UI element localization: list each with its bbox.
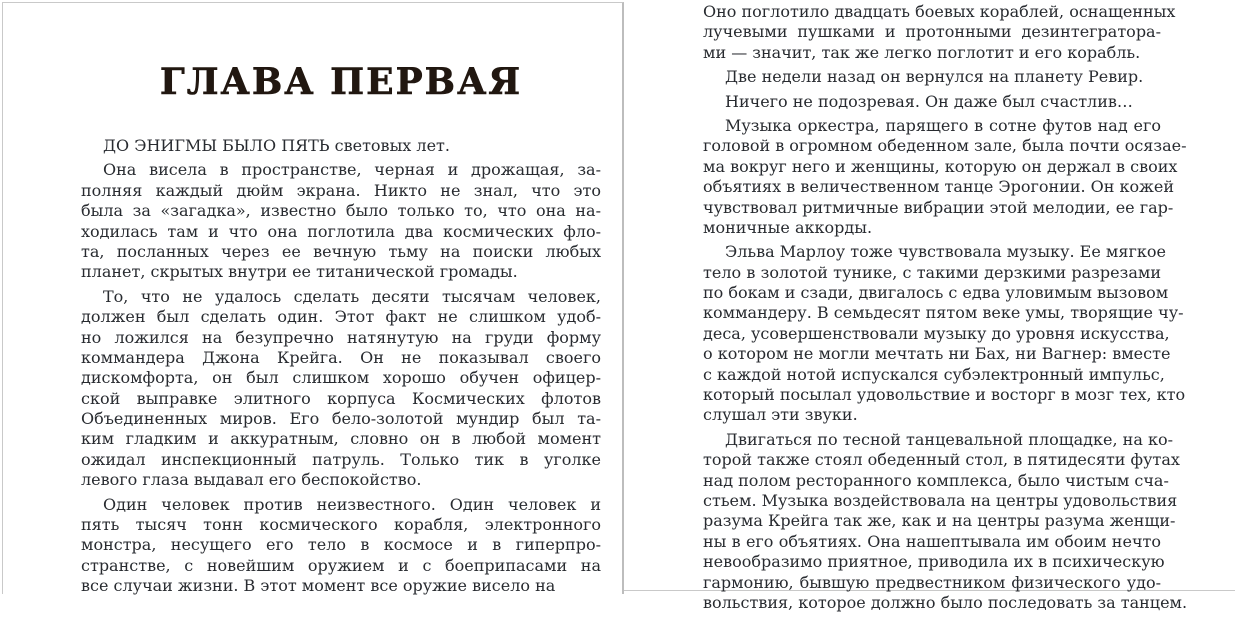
text-line: ходилась там и что она поглотила два космических фло- [81, 221, 601, 241]
text-line: все случаи жизни. В этот момент все оружие висело на [81, 576, 556, 596]
text-line: с каждой нотой испускался субэлектронный импульс, [703, 364, 1165, 384]
text-line: слушал эти звуки. [703, 405, 858, 425]
text-line: ми — значит, так же легко поглотит и его корабль. [703, 42, 1141, 62]
left-page [2, 2, 624, 594]
paragraph [703, 115, 1187, 238]
text-line: Она висела в пространстве, черная и дрожащая, за- [103, 160, 601, 180]
paragraph [703, 92, 1161, 112]
text-line: ны в его объятиях. Она нашептывала им обоим нечто [703, 531, 1161, 551]
text-line: странстве, с новейшим оружием и с боеприпасами на [81, 555, 601, 575]
text-line: Две недели назад он вернулся на планету Ревир. [725, 67, 1144, 87]
text-line: Эльва Марлоу тоже чувствовала музыку. Ее мягкое [725, 242, 1166, 262]
text-line: торой также стоял обеденный стол, в пятидесяти футах [703, 450, 1180, 470]
text-line: деса, усовершенствовали музыку до уровня искусства, [703, 323, 1170, 343]
text-line: Объединенных миров. Его бело-золотой мундир был та- [81, 409, 601, 429]
text-line: ма вокруг него и женщины, которую он держал в своих [703, 156, 1178, 176]
right-page-text-block [703, 2, 1188, 617]
text-line: полняя каждый дюйм экрана. Никто не знал, что это [81, 180, 601, 200]
text-line: стьем. Музыка воздействовала на центры удовольствия [703, 490, 1178, 510]
text-line: пять тысяч тонн космического корабля, электронного [81, 515, 601, 535]
text-line: о котором не могли мечтать ни Бах, ни Вагнер: вместе [703, 344, 1171, 364]
text-line: гармонию, бывшую предвестником физического удо- [703, 572, 1161, 592]
text-line: по бокам и сзади, двигалось с едва уловимым вызовом [703, 283, 1169, 303]
text-line: невообразимо приятное, приводила их в психическую [703, 552, 1165, 572]
text-line: коммандера Джона Крейга. Он не показывал своего [81, 347, 601, 367]
paragraph [703, 67, 1161, 87]
text-line: объятиях в величественном танце Эрогонии. Он кожей [703, 177, 1175, 197]
text-line: тело в золотой тунике, с такими дерзкими разрезами [703, 262, 1161, 282]
text-line: левого глаза выдавал его беспокойство. [81, 470, 422, 490]
text-line: Оно поглотило двадцать боевых кораблей, оснащенных [703, 2, 1176, 21]
text-line: но ложился на безупречно натянутую на груди форму [81, 327, 601, 347]
text-line: монстра, несущего его тело в космосе и в гиперпро- [81, 535, 601, 555]
text-line: Двигаться по тесной танцевальной площадке, на ко- [725, 429, 1173, 449]
text-line: вольствия, которое должно было последовать за танцем. [703, 592, 1188, 612]
paragraph [81, 495, 601, 597]
text-line: ДО ЭНИГМЫ БЫЛО ПЯТЬ световых лет. [103, 136, 450, 155]
text-line: должен был сделать один. Этот факт не слишком удоб- [81, 307, 601, 327]
text-line: который посылал удовольствие и восторг в мозг тех, кто [703, 385, 1186, 405]
paragraph [703, 429, 1188, 614]
text-line: та, посланных через ее вечную тьму на поиски любых [81, 241, 601, 261]
paragraph [703, 2, 1176, 63]
paragraph [81, 287, 601, 491]
text-line: коммандеру. В семьдесят пятом веке умы, творящие чу- [703, 303, 1184, 323]
paragraph [81, 136, 601, 156]
right-page [624, 0, 1235, 612]
chapter-title: ГЛАВА ПЕРВАЯ [159, 61, 523, 103]
left-page-text-block [81, 3, 601, 601]
text-line: была за «загадка», известно было только то, что она на- [81, 201, 601, 221]
text-line: ким гладким и аккуратным, словно он в любой момент [81, 429, 601, 449]
paragraph [81, 160, 601, 282]
text-line: Ничего не подозревая. Он даже был счастлив… [725, 91, 1133, 111]
text-line: планет, скрытых внутри ее титанической громады. [81, 262, 518, 282]
text-line: лучевыми пушками и протонными дезинтегратора- [703, 22, 1161, 42]
paragraph [703, 242, 1186, 426]
text-line: дискомфорта, он был слишком хорошо обучен офицер- [81, 368, 601, 388]
text-line: Один человек против неизвестного. Один человек и [103, 494, 601, 514]
text-line: разума Крейга так же, как и на центры разума женщи- [703, 511, 1176, 531]
text-line: над полом ресторанного комплекса, было чистым сча- [703, 470, 1169, 490]
text-line: То, что не удалось сделать десяти тысячам человек, [103, 286, 601, 306]
text-line: чувствовал ритмичные вибрации этой мелодии, ее гар- [703, 197, 1174, 217]
text-line: ожидал инспекционный патруль. Только тик в уголке [81, 449, 601, 469]
left-page-paragraphs [81, 136, 601, 597]
text-line: моничные аккорды. [703, 217, 873, 237]
right-page-paragraphs [703, 2, 1188, 613]
text-line: головой в огромном обеденном зале, была почти осязае- [703, 136, 1187, 156]
text-line: ской выправке элитного корпуса Космических флотов [81, 388, 601, 408]
text-line: Музыка оркестра, парящего в сотне футов над его [725, 115, 1161, 135]
